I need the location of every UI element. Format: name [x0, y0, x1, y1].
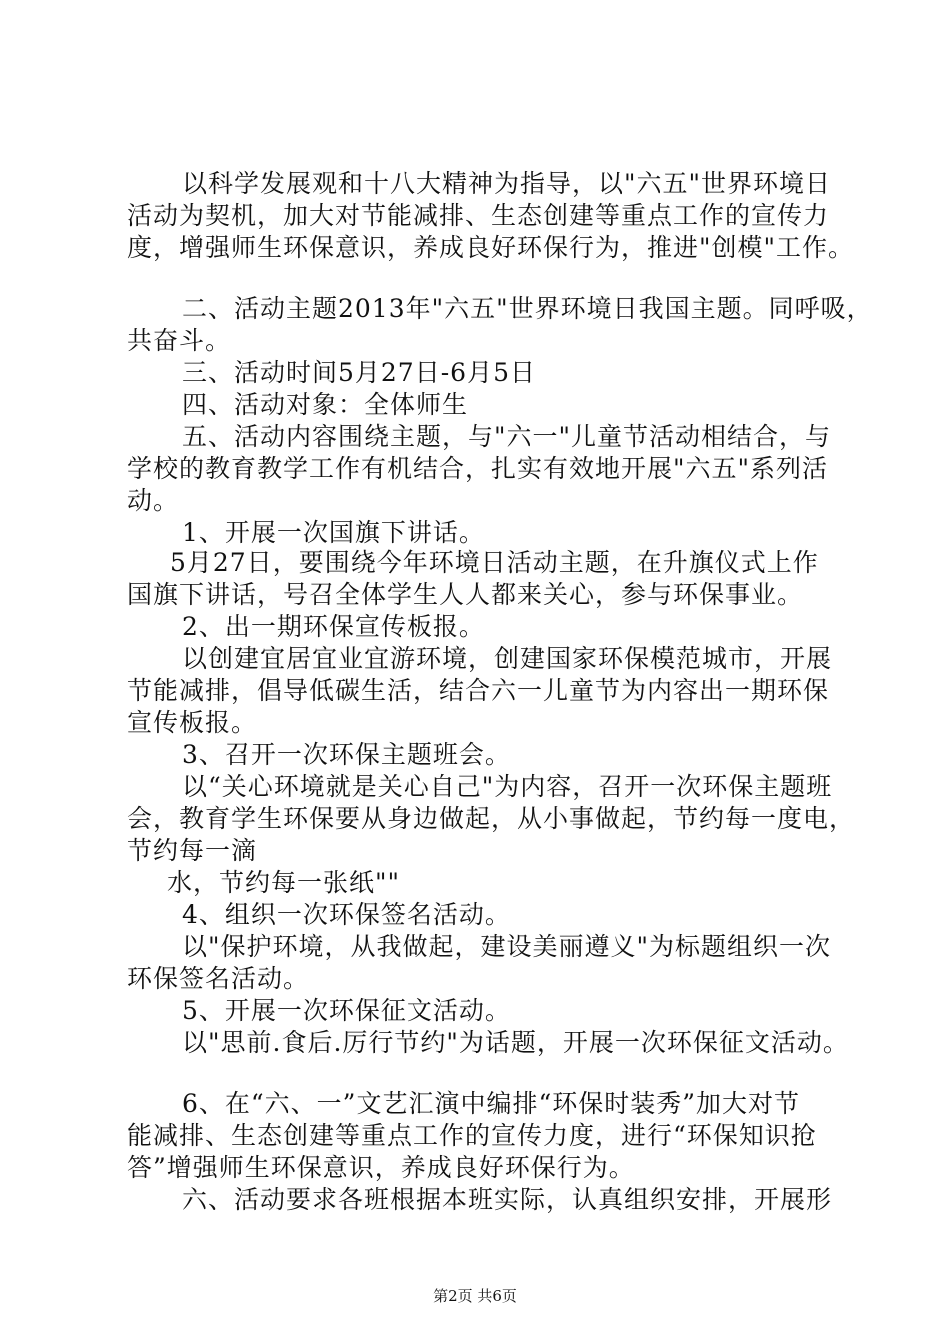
- paragraph-line: 节约每一滴: [127, 836, 258, 865]
- paragraph-line: 活动为契机，加大对节能减排、生态创建等重点工作的宣传力: [127, 201, 830, 230]
- paragraph-line: 5、开展一次环保征文活动。: [182, 996, 511, 1025]
- paragraph-line: 度，增强师生环保意识，养成良好环保行为，推进"创模"工作。: [127, 233, 855, 262]
- paragraph-line: 4、组织一次环保签名活动。: [182, 900, 511, 929]
- paragraph-line: 宣传板报。: [127, 708, 258, 737]
- paragraph-line: 四、活动对象：全体师生: [182, 390, 469, 419]
- paragraph-line: 动。: [127, 486, 180, 515]
- paragraph-line: 1、开展一次国旗下讲话。: [182, 518, 485, 547]
- paragraph-line: 会，教育学生环保要从身边做起，从小事做起，节约每一度电，: [127, 804, 856, 833]
- page-footer: 第2页 共6页: [433, 1287, 517, 1305]
- paragraph-line: 3、召开一次环保主题班会。: [182, 740, 511, 769]
- paragraph-line: 以“关心环境就是关心自己"为内容，召开一次环保主题班: [182, 772, 833, 801]
- paragraph-line: 能减排、生态创建等重点工作的宣传力度，进行“环保知识抢: [127, 1121, 817, 1150]
- paragraph-line: 三、活动时间5月27日-6月5日: [182, 358, 536, 387]
- paragraph-line: 以"保护环境，从我做起，建设美丽遵义"为标题组织一次: [182, 932, 832, 961]
- paragraph-line: 六、活动要求各班根据本班实际，认真组织安排，开展形: [182, 1185, 833, 1214]
- paragraph-line: 6、在“六、一”文艺汇演中编排“环保时装秀”加大对节: [182, 1089, 801, 1118]
- paragraph-line: 以创建宜居宜业宜游环境，创建国家环保模范城市，开展: [182, 644, 833, 673]
- paragraph-line: 5月27日，要围绕今年环境日活动主题，在升旗仪式上作: [170, 548, 819, 577]
- paragraph-line: 答”增强师生环保意识，养成良好环保行为。: [127, 1153, 635, 1182]
- paragraph-line: 国旗下讲话，号召全体学生人人都来关心，参与环保事业。: [127, 580, 804, 609]
- paragraph-line: 学校的教育教学工作有机结合，扎实有效地开展"六五"系列活: [127, 454, 829, 483]
- paragraph-line: 以"思前.食后.厉行节约"为话题，开展一次环保征文活动。: [182, 1028, 849, 1057]
- paragraph-line: 二、活动主题2013年"六五"世界环境日我国主题。同呼吸，: [182, 294, 873, 323]
- paragraph-line: 以科学发展观和十八大精神为指导，以"六五"世界环境日: [182, 169, 832, 198]
- paragraph-line: 共奋斗。: [127, 326, 232, 355]
- paragraph-line: 节能减排，倡导低碳生活，结合六一儿童节为内容出一期环保: [127, 676, 830, 705]
- paragraph-line: 五、活动内容围绕主题，与"六一"儿童节活动相结合，与: [182, 422, 832, 451]
- paragraph-line: 2、出一期环保宣传板报。: [182, 612, 485, 641]
- paragraph-line: 水，节约每一张纸"": [167, 868, 400, 897]
- paragraph-line: 环保签名活动。: [127, 964, 310, 993]
